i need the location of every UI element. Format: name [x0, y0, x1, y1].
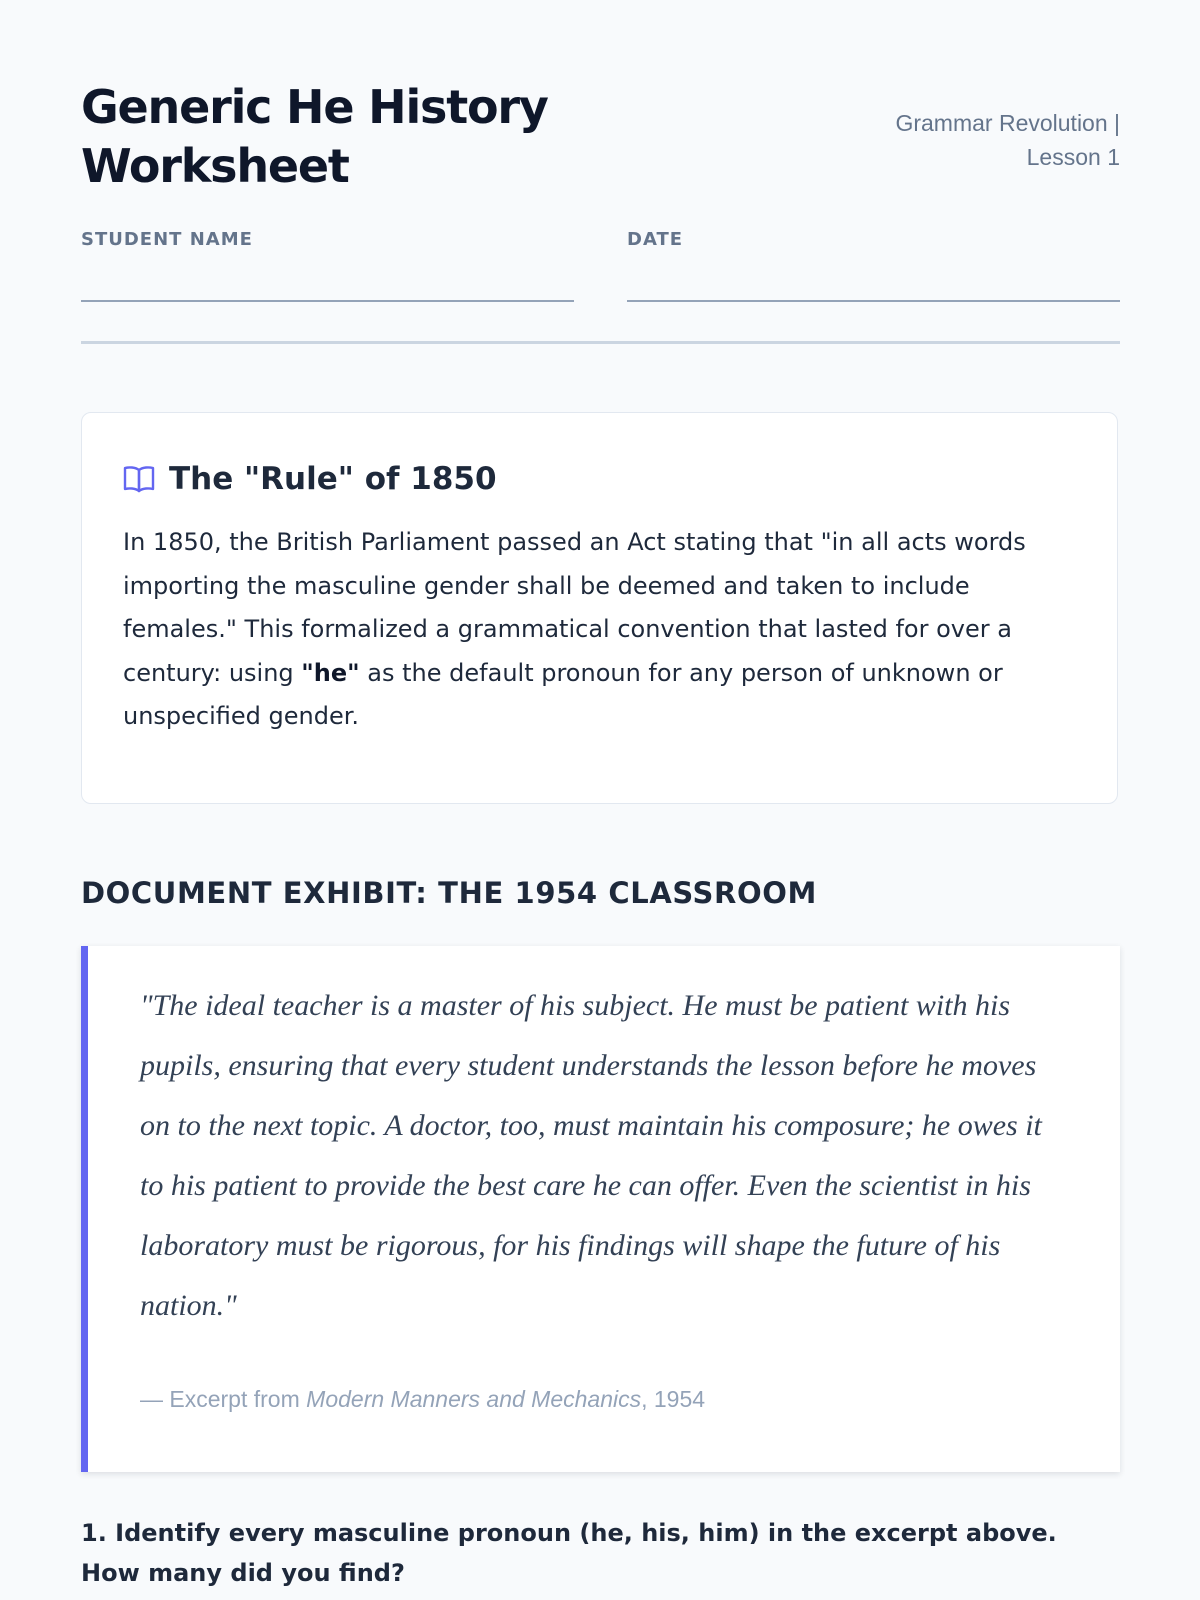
- book-open-icon: [123, 464, 155, 494]
- rule-card-body-text: In 1850, the British Parliament passed an Act stating that "in all acts words importing the masculine gender shall be deemed and taken to include females." This formalized a grammatical convention that lasted for over a century: using: [123, 528, 1026, 687]
- student-name-line[interactable]: [81, 300, 574, 302]
- date-label: DATE: [627, 229, 684, 250]
- date-line[interactable]: [627, 300, 1120, 302]
- page-title-line-1: Generic He History: [81, 80, 548, 134]
- page-title: [81, 78, 641, 196]
- date-field[interactable]: [627, 228, 1120, 302]
- document-exhibit: [81, 946, 1120, 1472]
- worksheet-header: [81, 78, 1120, 208]
- rule-card-title: The "Rule" of 1850: [169, 461, 497, 497]
- rule-card-body-emphasis: "he": [301, 658, 360, 687]
- lesson-number: Lesson 1: [1026, 144, 1120, 170]
- page-title-line-2: Worksheet: [81, 139, 349, 193]
- exhibit-quote: "The ideal teacher is a master of his subject. He must be patient with his pupils, ensuring that every student understands the lesson before he moves on to the next topic. A doctor, too, must maintain his composure; he owes it to his patient to provide the best care he can offer. Even the scientist in his laboratory must be rigorous, for his findings will shape the future of his nation.": [140, 989, 1042, 1322]
- exhibit-citation: [140, 1386, 705, 1413]
- question-1: 1. Identify every masculine pronoun (he, his, him) in the excerpt above. How many did you find?: [81, 1519, 1057, 1587]
- student-name-label: STUDENT NAME: [81, 229, 253, 250]
- citation-prefix: — Excerpt from: [140, 1386, 307, 1412]
- citation-year: , 1954: [641, 1386, 706, 1412]
- rule-card-body-text-end: as the default pronoun for any person of unknown or unspecified gender.: [123, 658, 1003, 730]
- course-info: [800, 106, 1120, 174]
- rule-card-body: [123, 521, 1073, 739]
- student-name-field[interactable]: [81, 228, 574, 302]
- rule-card-header: [123, 457, 497, 501]
- header-divider: [81, 341, 1120, 344]
- course-name: Grammar Revolution |: [895, 110, 1120, 136]
- rule-card: [81, 412, 1118, 804]
- citation-title: Modern Manners and Mechanics: [306, 1386, 642, 1412]
- exhibit-section-title: DOCUMENT EXHIBIT: THE 1954 CLASSROOM: [81, 876, 817, 910]
